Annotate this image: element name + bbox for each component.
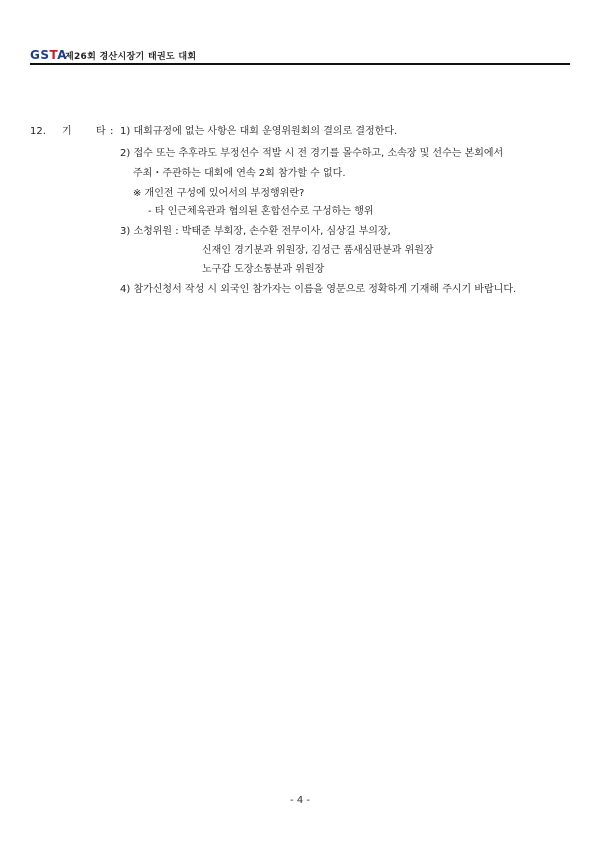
- item-2-continued: 주최・주관하는 대회에 연속 2회 참가할 수 없다.: [133, 168, 346, 179]
- header-title: 제26회 경산시장기 태권도 대회: [65, 52, 197, 62]
- section-label-end: 타: [96, 126, 106, 137]
- note-heading: ※ 개인전 구성에 있어서의 부정행위란?: [133, 188, 305, 199]
- page-number: - 4 -: [290, 795, 310, 806]
- item-4: 4) 참가신청서 작성 시 외국인 참가자는 이름을 영문으로 정확하게 기재해 주시기 바랍니다.: [120, 284, 517, 295]
- section-label-start: 기: [62, 126, 72, 137]
- section-colon: :: [110, 126, 114, 137]
- note-detail: - 타 인근체육관과 협의된 혼합선수로 구성하는 행위: [148, 206, 374, 217]
- item-3: 3) 소청위원 : 박태준 부회장, 손수환 전무이사, 심상길 부의장,: [120, 226, 391, 237]
- item-3-continued-2: 노구갑 도장소통분과 위원장: [202, 264, 325, 275]
- item-2: 2) 접수 또는 추후라도 부정선수 적발 시 전 경기를 몰수하고, 소속장 및 선수는 본회에서: [120, 148, 504, 159]
- gsta-logo: GSTA: [30, 48, 68, 62]
- section-number: 12.: [30, 126, 46, 137]
- item-3-continued-1: 신재인 경기분과 위원장, 김성근 품새심판분과 위원장: [202, 245, 434, 256]
- item-1: 1) 대회규정에 없는 사항은 대회 운영위원회의 결의로 결정한다.: [120, 126, 398, 137]
